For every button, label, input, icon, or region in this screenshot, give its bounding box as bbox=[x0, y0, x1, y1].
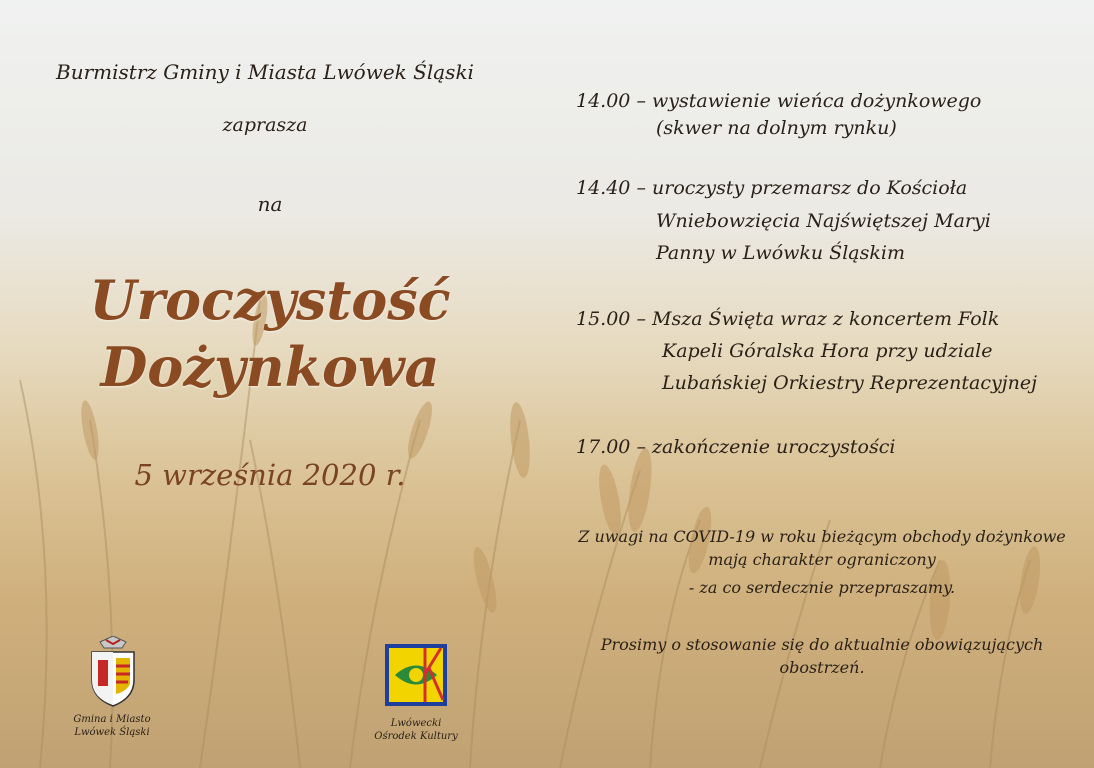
gmina-coat-of-arms-icon bbox=[86, 636, 140, 708]
schedule-time: 17.00 bbox=[576, 436, 631, 458]
inviter-text: Burmistrz Gminy i Miasta Lwówek Śląski bbox=[56, 60, 474, 84]
request-note-line2: obostrzeń. bbox=[779, 658, 865, 677]
event-title-line2: Dożynkowa bbox=[100, 335, 440, 399]
lok-caption-line1: Lwówecki bbox=[390, 718, 442, 729]
schedule-time: 14.40 bbox=[576, 177, 631, 199]
schedule-item-1440: 14.40 – uroczysty przemarsz do Kościoła bbox=[576, 177, 968, 199]
schedule-line: Wniebowzięcia Najświętszej Maryi bbox=[656, 210, 991, 232]
lok-logo-icon bbox=[385, 644, 447, 706]
gmina-caption-line1: Gmina i Miasto bbox=[73, 714, 151, 725]
schedule-item-1500: 15.00 – Msza Święta wraz z koncertem Folk bbox=[576, 308, 1000, 330]
gmina-caption-line2: Lwówek Śląski bbox=[74, 727, 150, 738]
schedule-line: uroczysty przemarsz do Kościoła bbox=[652, 177, 968, 199]
schedule-line: zakończenie uroczystości bbox=[652, 436, 896, 458]
schedule-line: wystawienie wieńca dożynkowego bbox=[652, 90, 982, 112]
to-text: na bbox=[257, 192, 283, 216]
invites-text: zaprasza bbox=[222, 114, 308, 136]
schedule-line: Msza Święta wraz z koncertem Folk bbox=[652, 308, 1000, 330]
lok-caption-line2: Ośrodek Kultury bbox=[374, 731, 458, 742]
covid-note-line2: mają charakter ograniczony bbox=[708, 550, 936, 569]
covid-note-line1: Z uwagi na COVID-19 w roku bieżącym obchody dożynkowe bbox=[578, 527, 1066, 546]
schedule-time: 15.00 bbox=[576, 308, 631, 330]
covid-note-line3: - za co serdecznie przepraszamy. bbox=[688, 578, 956, 597]
schedule-line: Kapeli Góralska Hora przy udziale bbox=[662, 340, 993, 362]
schedule-item-1400: 14.00 – wystawienie wieńca dożynkowego bbox=[576, 90, 982, 112]
schedule-item-1700: 17.00 – zakończenie uroczystości bbox=[576, 436, 896, 458]
schedule-line: (skwer na dolnym rynku) bbox=[656, 117, 897, 139]
schedule-line: Panny w Lwówku Śląskim bbox=[656, 242, 905, 264]
schedule-time: 14.00 bbox=[576, 90, 631, 112]
schedule-line: Lubańskiej Orkiestry Reprezentacyjnej bbox=[662, 372, 1037, 394]
request-note-line1: Prosimy o stosowanie się do aktualnie obowiązujących bbox=[600, 635, 1044, 654]
event-title-line1: Uroczystość bbox=[89, 268, 451, 332]
event-date: 5 września 2020 r. bbox=[134, 458, 406, 492]
